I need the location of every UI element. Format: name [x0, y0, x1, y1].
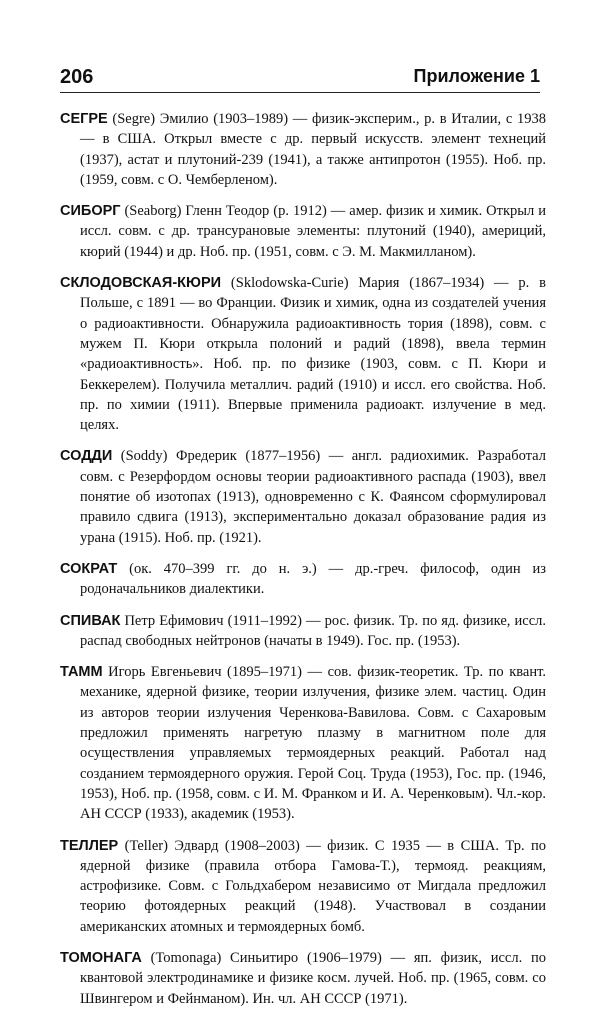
- entry-spivak: [60, 611, 546, 652]
- section-title: Приложение 1: [413, 66, 540, 86]
- entry-text: (Sklodowska-Curie) Мария (1867–1934) — р. в Польше, с 1891 — во Франции. Физик и химик, одна из создателей учения о радиоактивности. Обнаружила радиоактивность тория (1898), совм. с мужем П. Кюри открыла полоний и радий (1898), ввела термин «радиоактивность». Ноб. пр. по физике (1903, совм. с П. Кюри и Беккерелем). Получила металлич. радий (1910) и иссл. его свойства. Ноб. пр. по химии (1911). Впервые применила радиоакт. излучение в мед. целях.: [80, 275, 546, 434]
- entry-sklodowska-curie: [60, 273, 546, 435]
- entry-teller: [60, 836, 546, 937]
- entry-text: (Tomonaga) Синьитиро (1906–1979) — яп. физик, иссл. по квантовой электродинамике и физике косм. лучей. Ноб. пр. (1965, совм. со Швингером и Фейнманом). Ин. чл. АН СССР (1971).: [80, 949, 546, 1007]
- entry-name: СКЛОДОВСКАЯ-КЮРИ: [60, 275, 222, 292]
- entry-name: СПИВАК: [60, 612, 121, 629]
- entry-seaborg: [60, 201, 546, 262]
- entry-text: (Teller) Эдвард (1908–2003) — физик. С 1935 — в США. Тр. по ядерной физике (правила отбора Гамова-Т.), термояд. реакциям, астрофизике. Совм. с Гольдхабером независимо от Мигдала предложил теорию фотоядерных реакций (1948). Участвовал в создании американских атомных и термоядерных бомб.: [80, 837, 546, 935]
- entry-name: ТЕЛЛЕР: [60, 837, 119, 854]
- biography-entries: [60, 109, 546, 1020]
- entry-socrates: [60, 559, 546, 600]
- entry-name: ТОМОНАГА: [60, 949, 142, 966]
- page-header: [60, 66, 540, 93]
- entry-text: Петр Ефимович (1911–1992) — рос. физик. Тр. по яд. физике, иссл. распад свободных нейтронов (начаты в 1949). Гос. пр. (1953).: [80, 612, 546, 649]
- entry-text: Игорь Евгеньевич (1895–1971) — сов. физик-теоретик. Тр. по квант. механике, ядерной физике, теории излучения, физике элем. частиц. Один из авторов теории излучения Черенкова-Вавилова. Совм. с Сахаровым предложил применять нагретую плазму в магнитном поле для осуществления управляемых термоядерных реакций. Работал над созданием термоядерного оружия. Герой Соц. Труда (1953), Гос. пр. (1946, 1953), Ноб. пр. (1958, совм. с И. М. Франком и И. А. Черенковым). Чл.-кор. АН СССР (1933), академик (1953).: [80, 664, 546, 823]
- entry-soddy: [60, 446, 546, 547]
- entry-tamm: [60, 662, 546, 824]
- entry-text: (Seaborg) Гленн Теодор (р. 1912) — амер. физик и химик. Открыл и иссл. совм. с др. трансурановые элементы: плутоний (1940), америций, кюрий (1944) и др. Ноб. пр. (1951, совм. с Э. М. Макмилланом).: [80, 203, 546, 260]
- entry-name: СИБОРГ: [60, 203, 121, 220]
- entry-tomonaga: [60, 948, 546, 1009]
- entry-name: СОКРАТ: [60, 560, 118, 577]
- entry-name: ТАММ: [60, 664, 103, 681]
- entry-text: (ок. 470–399 гг. до н. э.) — др.-греч. философ, один из родоначальников диалектики.: [80, 560, 546, 598]
- entry-name: СОДДИ: [60, 448, 113, 465]
- entry-text: (Soddy) Фредерик (1877–1956) — англ. радиохимик. Разработал совм. с Резерфордом основы теории радиоактивного распада (1903), ввел понятие об изотопах (1913), одновременно с К. Фаянсом сформулировал правило сдвига (1913), экспериментально доказал образование радия из урана (1915). Ноб. пр. (1921).: [80, 448, 546, 546]
- page-number: 206: [60, 66, 94, 88]
- entry-segre: [60, 109, 546, 190]
- entry-text: (Segre) Эмилио (1903–1989) — физик-эксперим., р. в Италии, с 1938 — в США. Открыл вместе с др. первый искусств. элемент технеций (1937), астат и плутоний-239 (1941), а также антипротон (1955). Ноб. пр. (1959, совм. с О. Чемберленом).: [80, 111, 546, 188]
- entry-name: СЕГРЕ: [60, 111, 108, 127]
